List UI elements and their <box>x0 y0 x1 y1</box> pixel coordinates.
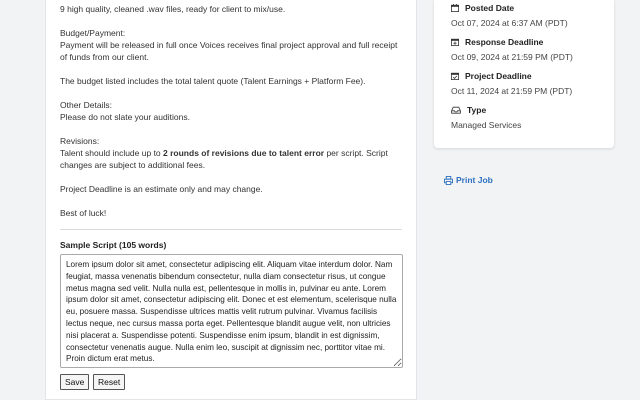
posted-date-field <box>451 3 568 28</box>
inbox-icon <box>451 106 461 114</box>
reset-button[interactable]: Reset <box>93 374 125 390</box>
project-deadline-label: Project Deadline <box>465 71 532 81</box>
other-heading: Other Details: <box>60 100 112 110</box>
revisions-post: per script. Script changes are subject to additional fees. <box>60 148 388 170</box>
save-button[interactable]: Save <box>60 374 89 390</box>
posted-date-value: Oct 07, 2024 at 6:37 AM (PDT) <box>451 18 568 28</box>
project-deadline-field <box>451 71 572 96</box>
revisions-heading: Revisions: <box>60 136 100 146</box>
deliverables-line: 9 high quality, cleaned .wav files, ready for client to mix/use. <box>60 4 286 14</box>
revisions-text <box>60 147 405 171</box>
deadline-note: Project Deadline is an estimate only and may change. <box>60 184 263 194</box>
type-label: Type <box>467 105 487 115</box>
response-deadline-label: Response Deadline <box>465 37 544 47</box>
printer-icon <box>444 176 453 185</box>
type-field <box>451 105 521 130</box>
project-deadline-value: Oct 11, 2024 at 21:59 PM (PDT) <box>451 86 573 96</box>
divider <box>60 229 402 230</box>
closing-text: Best of luck! <box>60 208 107 218</box>
budget-total: The budget listed includes the total talent quote (Talent Earnings + Platform Fee). <box>60 76 366 86</box>
revisions-pre: Talent should include up to <box>60 148 164 158</box>
revisions-bold: 2 rounds of revisions due to talent error <box>163 148 325 158</box>
other-text: Please do not slate your auditions. <box>60 112 190 122</box>
print-job-label: Print Job <box>456 175 493 185</box>
response-deadline-field <box>451 37 573 62</box>
posted-date-label: Posted Date <box>465 3 515 13</box>
sample-script-textarea[interactable] <box>60 254 403 368</box>
calendar-plus-icon <box>451 38 459 46</box>
budget-heading: Budget/Payment: <box>60 28 126 38</box>
type-value: Managed Services <box>451 120 522 130</box>
response-deadline-value: Oct 09, 2024 at 21:59 PM (PDT) <box>451 52 573 62</box>
calendar-check-icon <box>451 72 459 80</box>
job-description <box>60 0 405 219</box>
print-job-link[interactable] <box>444 175 493 185</box>
sample-script-title: Sample Script (105 words) <box>60 240 167 250</box>
calendar-icon <box>451 4 459 12</box>
budget-text: Payment will be released in full once Voices receives final project approval and full receipt of funds from our client. <box>60 40 398 62</box>
